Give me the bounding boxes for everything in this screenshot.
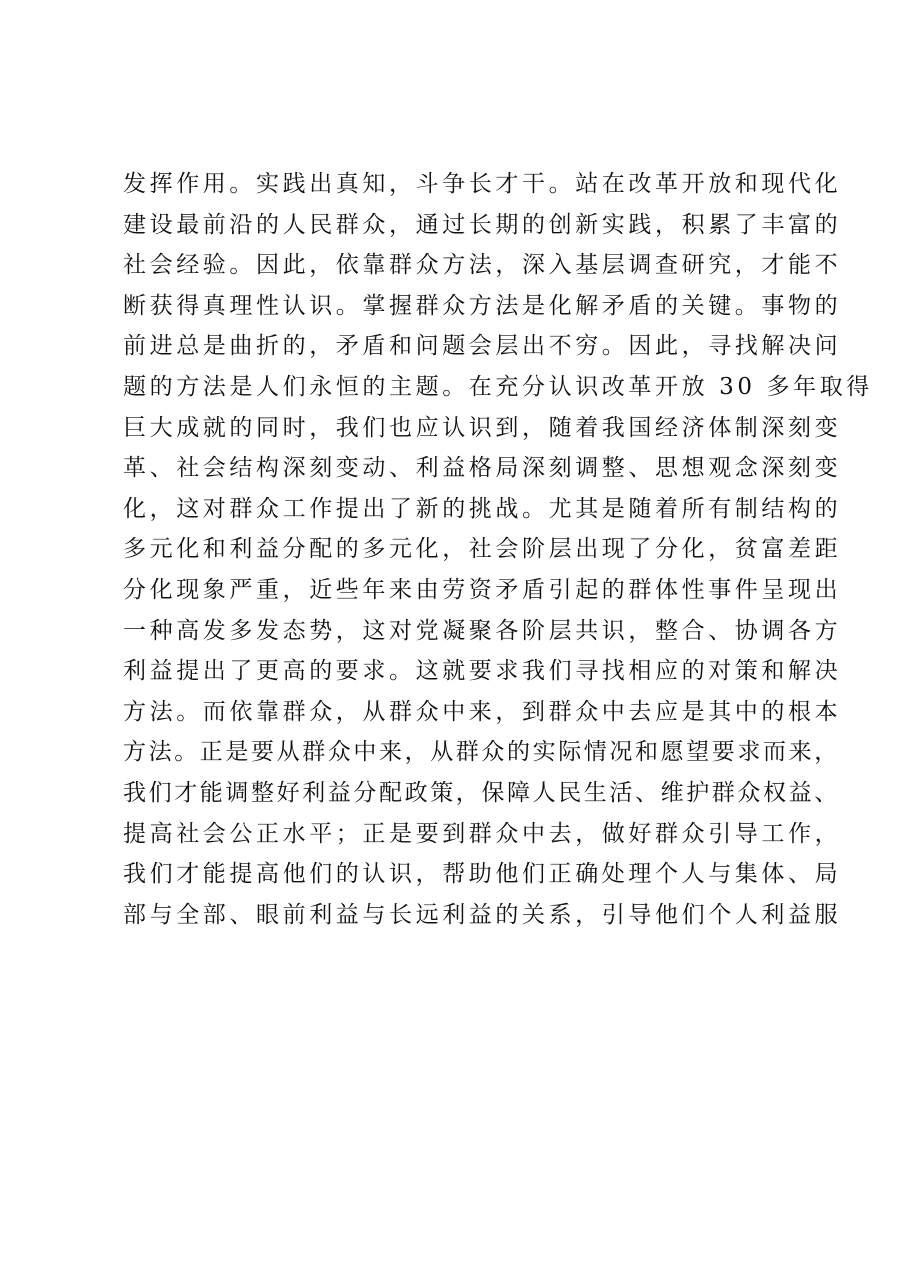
text-line: 方法。而依靠群众，从群众中来，到群众中去应是其中的根本: [123, 698, 842, 725]
text-line: 革、社会结构深刻变动、利益格局深刻调整、思想观念深刻变: [123, 455, 842, 482]
text-line: 巨大成就的同时，我们也应认识到，随着我国经济体制深刻变: [123, 414, 842, 441]
text-line: 一种高发多发态势，这对党凝聚各阶层共识，整合、协调各方: [123, 617, 842, 644]
body-text: [123, 164, 873, 935]
text-line: 断获得真理性认识。掌握群众方法是化解矛盾的关键。事物的: [123, 292, 842, 319]
text-line: 题的方法是人们永恒的主题。在充分认识改革开放 30 多年取得: [123, 373, 873, 400]
text-line: 部与全部、眼前利益与长远利益的关系，引导他们个人利益服: [123, 901, 842, 928]
text-line: 前进总是曲折的，矛盾和问题会层出不穷。因此，寻找解决问: [123, 333, 842, 360]
text-line: 我们才能提高他们的认识，帮助他们正确处理个人与集体、局: [123, 861, 842, 888]
text-line: 方法。正是要从群众中来，从群众的实际情况和愿望要求而来，: [123, 739, 840, 766]
text-line: 提高社会公正水平；正是要到群众中去，做好群众引导工作，: [123, 820, 842, 847]
text-line: 社会经验。因此，依靠群众方法，深入基层调查研究，才能不: [123, 252, 842, 279]
text-line: 利益提出了更高的要求。这就要求我们寻找相应的对策和解决: [123, 658, 842, 685]
text-line: 多元化和利益分配的多元化，社会阶层出现了分化，贫富差距: [123, 536, 842, 563]
text-line: 发挥作用。实践出真知，斗争长才干。站在改革开放和现代化: [123, 171, 842, 197]
text-line: 化，这对群众工作提出了新的挑战。尤其是随着所有制结构的: [123, 495, 842, 522]
text-line: 建设最前沿的人民群众，通过长期的创新实践，积累了丰富的: [123, 211, 842, 238]
text-line: 分化现象严重，近些年来由劳资矛盾引起的群体性事件呈现出: [123, 576, 842, 603]
text-line: 我们才能调整好利益分配政策，保障人民生活、维护群众权益、: [123, 779, 840, 806]
